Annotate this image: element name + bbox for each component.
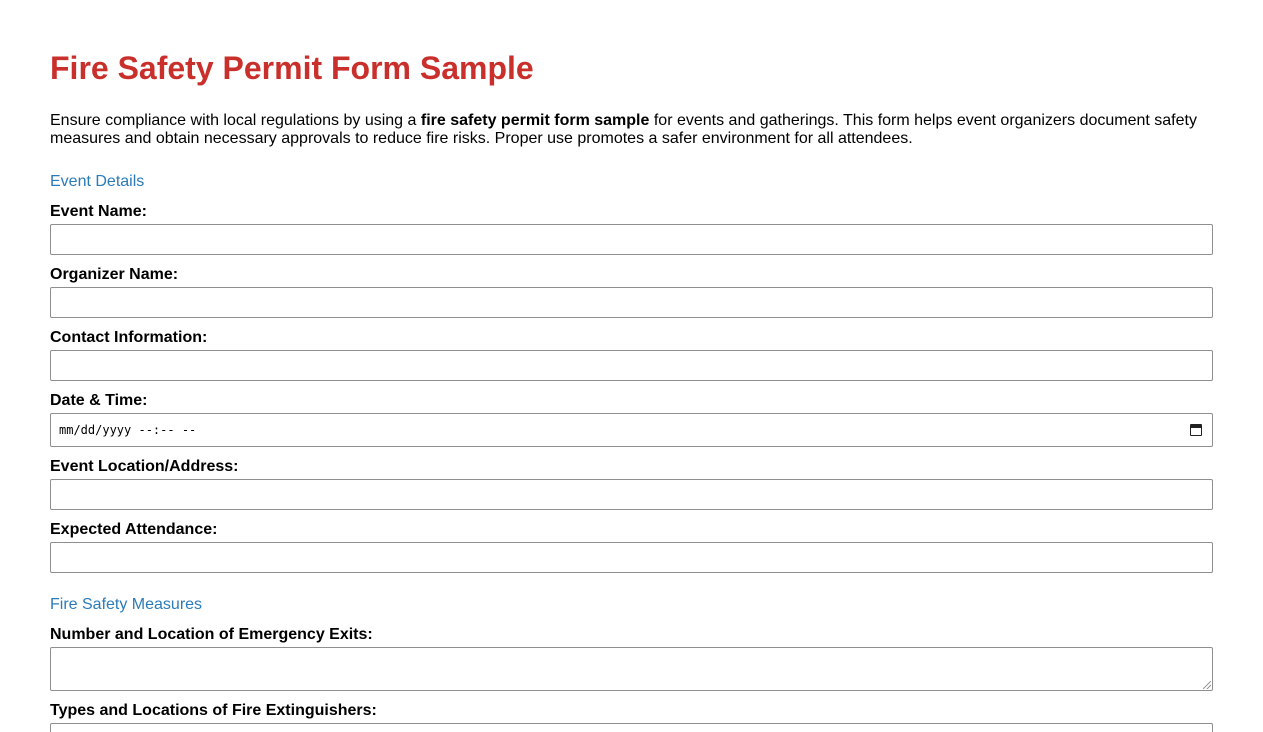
organizer-name-label: Organizer Name: — [50, 266, 179, 283]
event-location-label: Event Location/Address: — [50, 458, 239, 475]
intro-text-end: for events and gatherings. This form helps event organizers document safety measures and obtain necessary approvals to reduce fire risks. Proper use promotes a safer environment for all attendees. — [50, 112, 1197, 147]
emergency-exits-textarea[interactable] — [50, 647, 1213, 691]
section-title-event-details: Event Details — [50, 173, 145, 190]
calendar-icon[interactable] — [1190, 424, 1202, 436]
date-time-placeholder: mm/dd/yyyy --:-- -- — [59, 423, 197, 437]
date-time-input[interactable] — [50, 413, 1213, 447]
event-name-input[interactable] — [50, 224, 1213, 255]
form-content — [50, 0, 1213, 732]
intro-text-start: Ensure compliance with local regulations by using a — [50, 112, 421, 129]
resize-grip-icon[interactable] — [1203, 681, 1211, 689]
fire-extinguishers-textarea[interactable] — [50, 723, 1213, 732]
fire-extinguishers-label: Types and Locations of Fire Extinguishers: — [50, 702, 377, 719]
contact-information-label: Contact Information: — [50, 329, 208, 346]
event-location-input[interactable] — [50, 479, 1213, 510]
expected-attendance-input[interactable] — [50, 542, 1213, 573]
expected-attendance-label: Expected Attendance: — [50, 521, 218, 538]
organizer-name-input[interactable] — [50, 287, 1213, 318]
section-title-fire-safety: Fire Safety Measures — [50, 596, 203, 613]
event-name-label: Event Name: — [50, 203, 147, 220]
contact-information-input[interactable] — [50, 350, 1213, 381]
intro-text-bold: fire safety permit form sample — [420, 112, 650, 129]
emergency-exits-label: Number and Location of Emergency Exits: — [50, 626, 373, 643]
page-title: Fire Safety Permit Form Sample — [50, 50, 534, 86]
intro-paragraph — [50, 112, 1213, 148]
date-time-label: Date & Time: — [50, 392, 148, 409]
